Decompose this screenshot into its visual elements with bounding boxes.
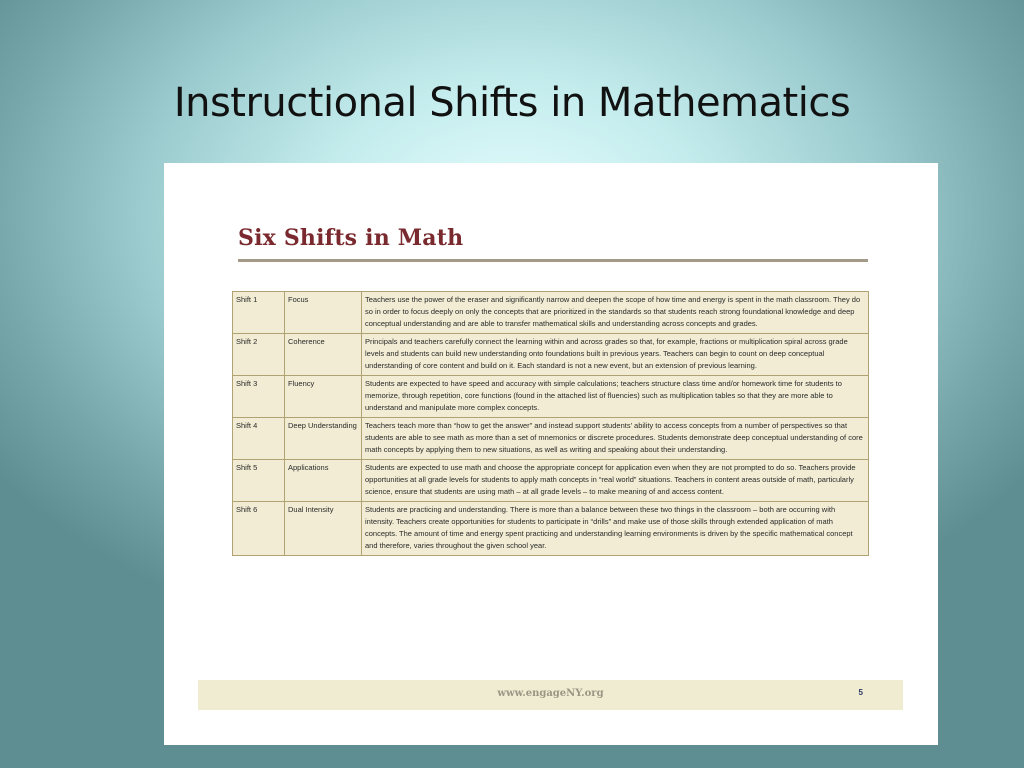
shift-number: Shift 5 — [233, 460, 285, 502]
shift-name: Applications — [285, 460, 362, 502]
shift-name: Coherence — [285, 334, 362, 376]
shifts-table — [232, 291, 869, 556]
shift-name: Deep Understanding — [285, 418, 362, 460]
shift-number: Shift 4 — [233, 418, 285, 460]
shift-number: Shift 2 — [233, 334, 285, 376]
shift-number: Shift 1 — [233, 292, 285, 334]
footer-page-number: 5 — [858, 688, 863, 697]
table-row — [233, 376, 869, 418]
table-row — [233, 460, 869, 502]
table-row — [233, 502, 869, 556]
shift-name: Focus — [285, 292, 362, 334]
shift-name: Fluency — [285, 376, 362, 418]
table-row — [233, 334, 869, 376]
shift-number: Shift 6 — [233, 502, 285, 556]
document-image — [164, 163, 938, 745]
shift-description: Principals and teachers carefully connect the learning within and across grades so that, for example, fractions or multiplication spiral across grade levels and students can build new understanding onto foundations built in previous years. Teachers can begin to count on deep conceptual understanding of core content and build on it. Each standard is not a new event, but an extension of previous learning. — [362, 334, 869, 376]
table-row — [233, 292, 869, 334]
shift-description: Students are practicing and understanding. There is more than a balance between these two things in the classroom – both are occurring with intensity. Teachers create opportunities for students to participate in “drills” and make use of those skills through extended application of math concepts. The amount of time and energy spent practicing and understanding learning environments is driven by the specific mathematical concept and therefore, varies throughout the given school year. — [362, 502, 869, 556]
document-heading: Six Shifts in Math — [238, 225, 464, 251]
shift-description: Students are expected to use math and choose the appropriate concept for application even when they are not prompted to do so. Teachers provide opportunities at all grade levels for students to apply math concepts in “real world” situations. Teachers in content areas outside of math, particularly science, ensure that students are using math – at all grade levels – to make meaning of and access content. — [362, 460, 869, 502]
footer-url: www.engageNY.org — [497, 688, 604, 699]
document-footer — [198, 680, 903, 710]
shift-description: Teachers teach more than “how to get the answer” and instead support students’ ability to access concepts from a number of perspectives so that students are able to see math as more than a set of mnemonics or discrete procedures. Students demonstrate deep conceptual understanding of core math concepts by applying them to new situations, as well as writing and speaking about their understanding. — [362, 418, 869, 460]
shift-description: Teachers use the power of the eraser and significantly narrow and deepen the scope of how time and energy is spent in the math classroom. They do so in order to focus deeply on only the concepts that are prioritized in the standards so that students reach strong foundational knowledge and deep conceptual understanding and are able to transfer mathematical skills and understanding across concepts and grades. — [362, 292, 869, 334]
shift-name: Dual Intensity — [285, 502, 362, 556]
shift-number: Shift 3 — [233, 376, 285, 418]
heading-divider — [238, 259, 868, 262]
slide-title: Instructional Shifts in Mathematics — [173, 80, 851, 126]
shift-description: Students are expected to have speed and accuracy with simple calculations; teachers structure class time and/or homework time for students to memorize, through repetition, core functions (found in the attached list of fluencies) such as multiplication tables so that they are more able to understand and manipulate more complex concepts. — [362, 376, 869, 418]
table-row — [233, 418, 869, 460]
